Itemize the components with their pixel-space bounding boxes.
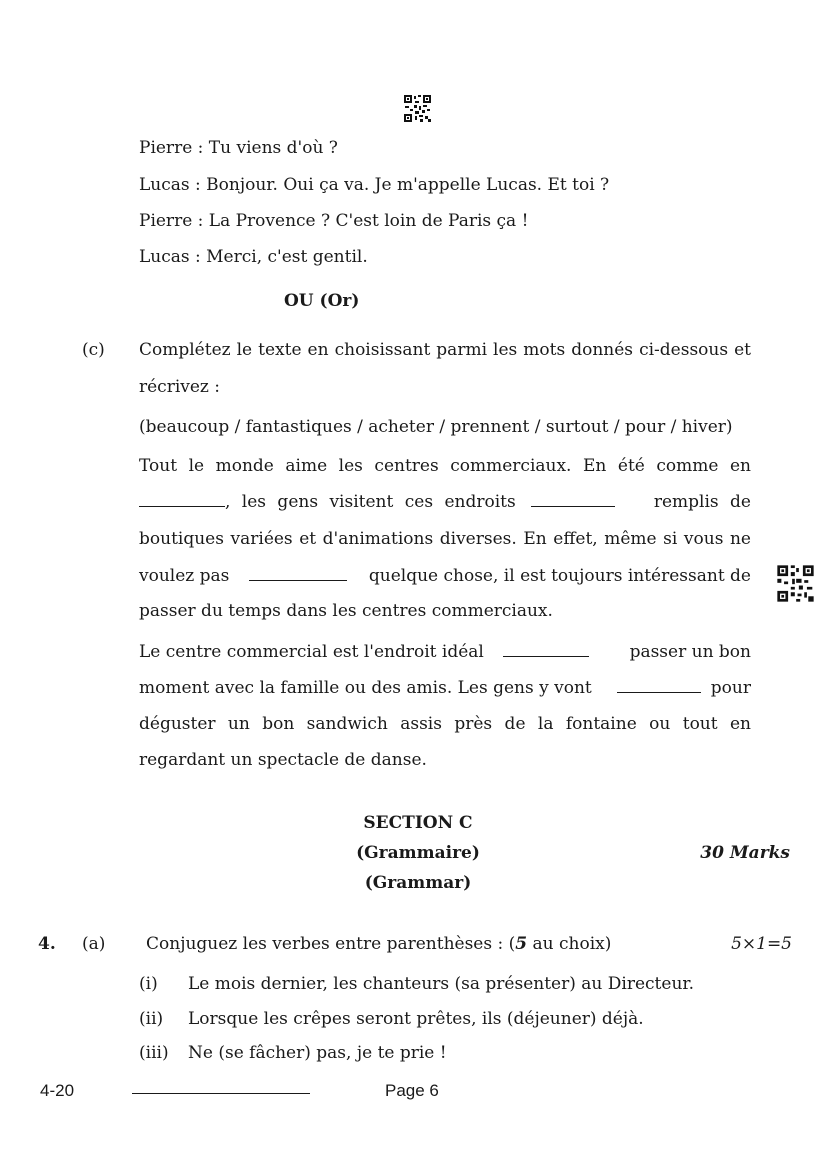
paragraph-1-line-3: boutiques variées et d'animations diverses. En effet, même si vous ne [139,529,751,549]
paragraph-2-line-2 [139,678,751,698]
item-text-2: Lorsque les crêpes seront prêtes, ils (déjeuner) déjà. [188,1009,644,1029]
paragraph-1-line-1: Tout le monde aime les centres commerciaux. En été comme en [139,456,751,476]
section-subtitle-en: (Grammar) [364,873,472,893]
dialogue-line-2: Lucas : Bonjour. Oui ça va. Je m'appelle Lucas. Et toi ? [139,175,610,195]
question-instruction-post: au choix) [527,934,612,954]
item-number-3: (iii) [139,1043,169,1063]
footer-code: 4-20 [40,1081,75,1100]
paragraph-2-line-2-text-a: moment avec la famille ou des amis. Les gens y vont [139,678,592,698]
part-c-instruction-2: récrivez : [139,377,221,397]
footer-rule [132,1093,310,1094]
question-marks: 5×1=5 [731,934,792,954]
section-marks: 30 Marks [700,843,790,863]
part-c-instruction-1: Complétez le texte en choisissant parmi les mots donnés ci-dessous et [139,340,751,360]
paragraph-2-line-2-text-b: pour [710,678,751,698]
paragraph-2-line-1-text-a: Le centre commercial est l'endroit idéal [139,642,484,662]
or-label: OU (Or) [284,291,360,311]
paragraph-1-line-4 [139,566,751,586]
dialogue-line-4: Lucas : Merci, c'est gentil. [139,247,368,267]
question-instruction [146,934,611,954]
paragraph-2-line-1-text-b: passer un bon [629,642,751,662]
paragraph-1-line-2-text-a: , les gens visitent ces endroits [225,492,516,512]
blank-5 [617,678,701,693]
dialogue-line-3: Pierre : La Provence ? C'est loin de Paris ça ! [139,211,529,231]
question-number: 4. [38,934,56,954]
blank-2 [531,492,615,507]
part-c-label: (c) [82,340,105,360]
footer-page: Page 6 [385,1081,439,1100]
question-instruction-pre: Conjuguez les verbes entre parenthèses : ( [146,934,516,954]
item-text-3: Ne (se fâcher) pas, je te prie ! [188,1043,447,1063]
paragraph-1-line-4-text-a: voulez pas [139,566,230,586]
qr-code-top [403,94,432,123]
qr-code-side [776,564,815,603]
word-bank: (beaucoup / fantastiques / acheter / prennent / surtout / pour / hiver) [139,417,733,437]
paragraph-1-line-2 [139,492,751,512]
item-number-1: (i) [139,974,158,994]
question-part: (a) [82,934,106,954]
blank-3 [249,566,347,581]
section-title: SECTION C [363,813,473,833]
paragraph-1-line-5: passer du temps dans les centres commerciaux. [139,601,553,621]
paragraph-2-line-4: regardant un spectacle de danse. [139,750,427,770]
section-subtitle-fr: (Grammaire) [356,843,480,863]
dialogue-line-1: Pierre : Tu viens d'où ? [139,138,338,158]
paragraph-1-line-2-text-b: remplis de [653,492,751,512]
question-instruction-count: 5 [515,934,528,954]
paragraph-2-line-3: déguster un bon sandwich assis près de la fontaine ou tout en [139,714,751,734]
item-text-1: Le mois dernier, les chanteurs (sa présenter) au Directeur. [188,974,695,994]
paragraph-2-line-1 [139,642,751,662]
blank-4 [503,642,589,657]
item-number-2: (ii) [139,1009,164,1029]
paragraph-1-line-4-text-b: quelque chose, il est toujours intéressant de [368,566,751,586]
blank-1 [139,492,225,507]
